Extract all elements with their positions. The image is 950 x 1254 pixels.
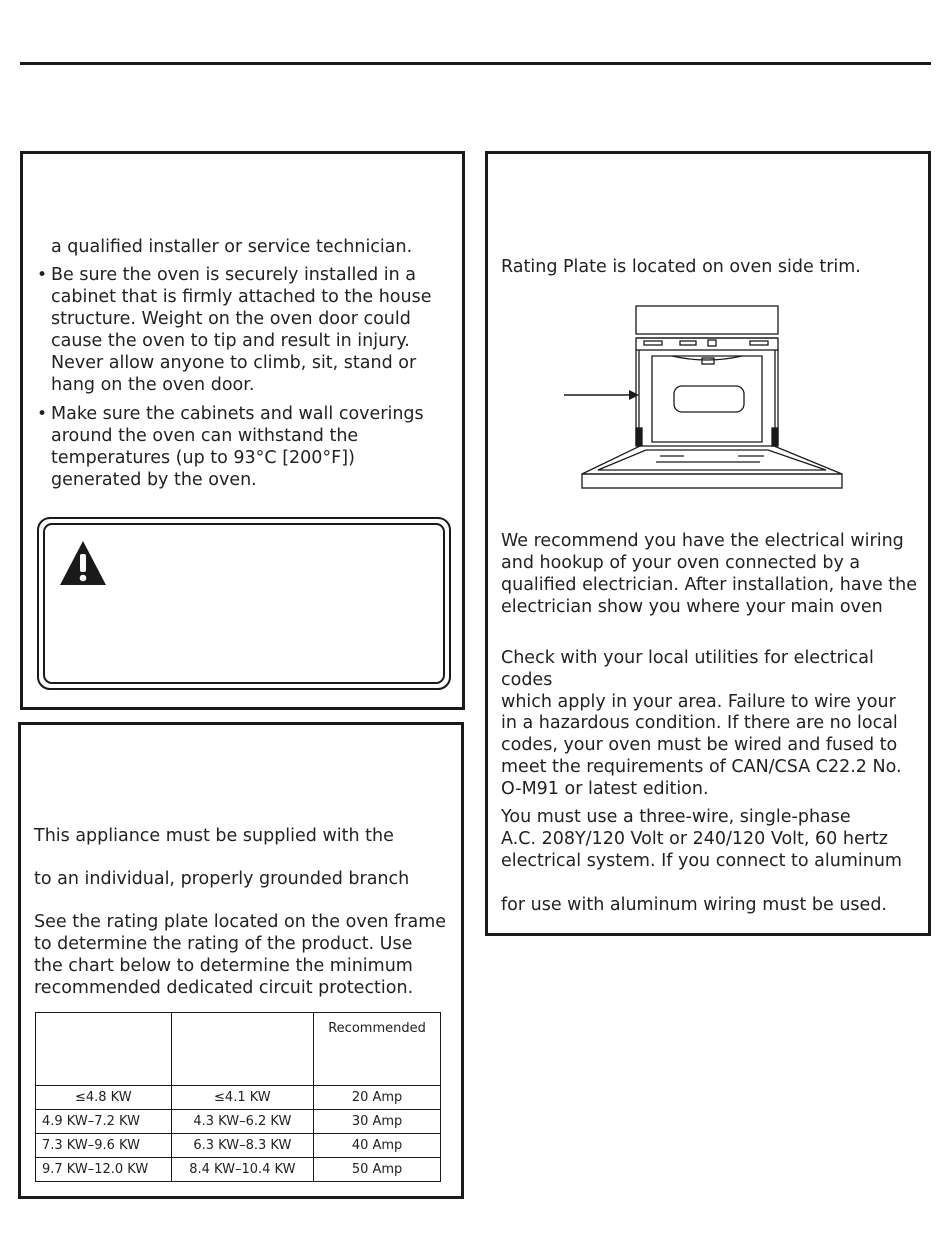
- text-line: around the oven can withstand the: [51, 426, 359, 446]
- text-line: You must use a three-wire, single-phase: [501, 807, 851, 827]
- circuit-protection-table: [35, 1012, 441, 1182]
- electrician-paragraph: [501, 530, 917, 618]
- text-line: This appliance must be supplied with the: [34, 826, 394, 846]
- table-cell: 30 Amp: [314, 1110, 441, 1134]
- electrical-requirements-box: [18, 722, 464, 1199]
- table-cell: ≤4.8 KW: [36, 1086, 172, 1110]
- aluminum-wiring-line: for use with aluminum wiring must be used.: [501, 895, 887, 915]
- text-line: We recommend you have the electrical wiring: [501, 531, 904, 551]
- text-line: in a hazardous condition. If there are no local: [501, 713, 898, 733]
- text-line: temperatures (up to 93°C [200°F]): [51, 448, 355, 468]
- bullet-cabinet-temperature: [51, 403, 424, 491]
- text-line: meet the requirements of CAN/CSA C22.2 No.: [501, 757, 902, 777]
- table-cell: 7.3 KW–9.6 KW: [36, 1134, 172, 1158]
- table-header-cell: Recommended: [314, 1013, 441, 1086]
- text-line: cause the oven to tip and result in injury.: [51, 331, 410, 351]
- table-cell: 20 Amp: [314, 1086, 441, 1110]
- table-row: [36, 1158, 441, 1182]
- rating-plate-paragraph: [34, 911, 446, 999]
- top-rule: [20, 62, 931, 65]
- installation-safety-box: [20, 151, 465, 710]
- text-line: Make sure the cabinets and wall coverings: [51, 404, 424, 424]
- text-line: generated by the oven.: [51, 470, 257, 490]
- table-cell: 9.7 KW–12.0 KW: [36, 1158, 172, 1182]
- text-line: electrical system. If you connect to aluminum: [501, 851, 902, 871]
- table-cell: 8.4 KW–10.4 KW: [171, 1158, 314, 1182]
- text-line: See the rating plate located on the oven frame: [34, 912, 447, 932]
- table-cell: ≤4.1 KW: [171, 1086, 314, 1110]
- text-line: Never allow anyone to climb, sit, stand or: [51, 353, 417, 373]
- table-header-cell: [171, 1013, 314, 1086]
- bullet-dot: •: [37, 404, 48, 424]
- text-line: electrician show you where your main oven: [501, 597, 883, 617]
- text-line: cabinet that is firmly attached to the house: [51, 287, 432, 307]
- table-header-cell: [36, 1013, 172, 1086]
- table-cell: 6.3 KW–8.3 KW: [171, 1134, 314, 1158]
- text-line: the chart below to determine the minimum: [34, 956, 413, 976]
- local-codes-paragraph: [501, 647, 928, 713]
- text-line: A.C. 208Y/120 Volt or 240/120 Volt, 60 hertz: [501, 829, 888, 849]
- table-cell: 40 Amp: [314, 1134, 441, 1158]
- text-line: to an individual, properly grounded branch: [34, 869, 410, 889]
- warning-box: [37, 517, 451, 690]
- bullet-dot: •: [37, 265, 48, 285]
- text-line: which apply in your area. Failure to wire your: [501, 692, 896, 712]
- text-line: Check with your local utilities for electrical codes: [501, 648, 874, 690]
- arrow-head: [629, 390, 639, 400]
- table-row: [36, 1134, 441, 1158]
- table-cell: 4.9 KW–7.2 KW: [36, 1110, 172, 1134]
- text-line: qualified electrician. After installation, have the: [501, 575, 918, 595]
- text-line: a qualified installer or service technician.: [51, 237, 413, 257]
- text-line: structure. Weight on the oven door could: [51, 309, 411, 329]
- text-line: and hookup of your oven connected by a: [501, 553, 861, 573]
- text-line: hang on the oven door.: [51, 375, 255, 395]
- table-row: [36, 1086, 441, 1110]
- rating-plate-location: Rating Plate is located on oven side trim.: [501, 257, 861, 277]
- oven-rating-plate-illustration: [560, 304, 850, 494]
- table-cell: 50 Amp: [314, 1158, 441, 1182]
- table-cell: 4.3 KW–6.2 KW: [171, 1110, 314, 1134]
- table-header-row: [36, 1013, 441, 1086]
- electrical-connections-box: [485, 151, 931, 936]
- three-wire-paragraph: [501, 806, 902, 872]
- warning-triangle-icon: [58, 539, 108, 587]
- bullet-secure-install: [51, 264, 432, 396]
- table-row: [36, 1110, 441, 1134]
- text-line: Be sure the oven is securely installed in a: [51, 265, 417, 285]
- text-line: to determine the rating of the product. Use: [34, 934, 413, 954]
- text-line: recommended dedicated circuit protection.: [34, 978, 414, 998]
- text-line: O-M91 or latest edition.: [501, 779, 709, 799]
- hazard-paragraph: [501, 712, 902, 800]
- text-line: codes, your oven must be wired and fused to: [501, 735, 898, 755]
